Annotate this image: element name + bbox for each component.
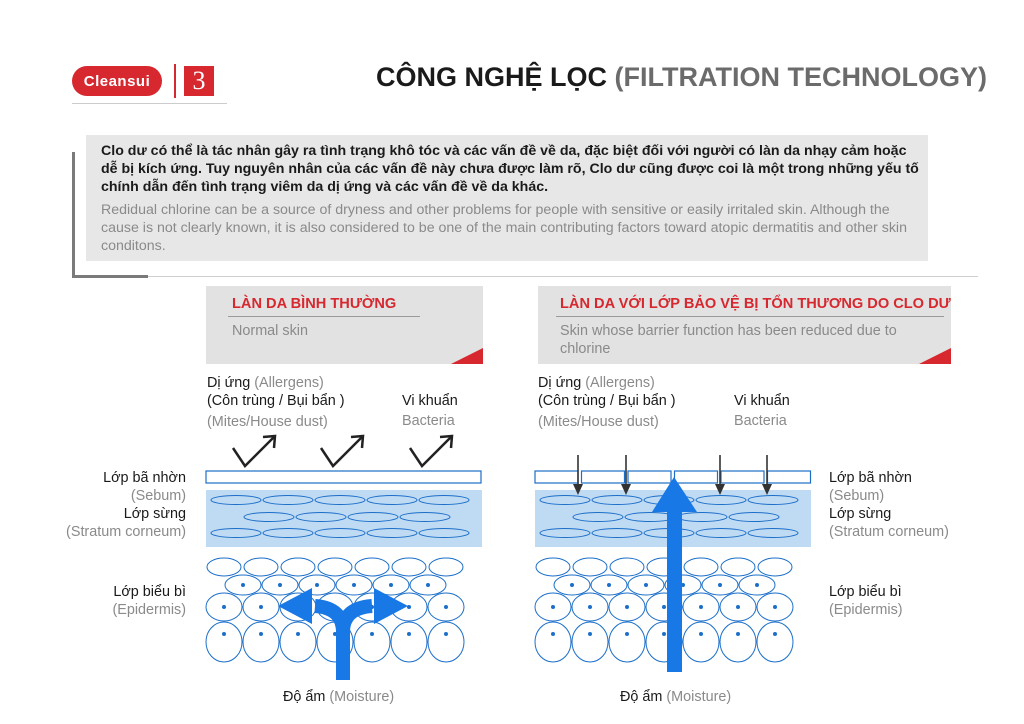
sebum-segment (535, 471, 578, 483)
epidermis-label-left-en: (Epidermis) (112, 602, 186, 618)
sebum-label-left-en: (Sebum) (130, 488, 186, 504)
cell-nucleus (736, 632, 740, 636)
sebum-segment (675, 471, 718, 483)
moisture-label-left (283, 688, 394, 706)
allergens-en: (Allergens) (254, 375, 324, 391)
sebum-segment (768, 471, 811, 483)
page-number: 3 (184, 66, 214, 96)
epidermis-cell (354, 622, 390, 662)
moisture-up-shaft (667, 510, 682, 672)
epidermis-label-right-en: (Epidermis) (829, 602, 903, 618)
cell-nucleus (625, 605, 629, 609)
allergens-vi: Dị ứng (538, 375, 582, 391)
mites-label-vi: (Côn trùng / Bụi bẩn ) (207, 393, 345, 409)
cell-nucleus (444, 632, 448, 636)
cell-nucleus (259, 632, 263, 636)
epidermis-cell (355, 558, 389, 576)
stratum-label-left-vi: Lớp sừng (123, 506, 186, 522)
bacteria-label-vi: Vi khuẩn (402, 393, 458, 409)
brand-logo: Cleansui (72, 66, 162, 96)
epidermis-cell (610, 558, 644, 576)
cell-nucleus (278, 583, 282, 587)
cell-nucleus (662, 632, 666, 636)
cell-nucleus (407, 632, 411, 636)
epidermis-cell (392, 558, 426, 576)
bacteria-label-right-en: Bacteria (734, 413, 787, 429)
sebum-segment (582, 471, 625, 483)
allergens-label-right (538, 374, 655, 392)
title-main: CÔNG NGHỆ LỌC (376, 62, 608, 92)
cell-nucleus (370, 632, 374, 636)
allergens-en: (Allergens) (585, 375, 655, 391)
epidermis-cell (572, 622, 608, 662)
cell-nucleus (699, 605, 703, 609)
epidermis-cell (720, 622, 756, 662)
epidermis-cell (280, 622, 316, 662)
cell-nucleus (644, 583, 648, 587)
cell-nucleus (389, 583, 393, 587)
sebum-layer (206, 471, 481, 483)
cell-nucleus (625, 632, 629, 636)
intro-text-vi: Clo dư có thể là tác nhân gây ra tình trạng khô tóc và các vấn đề về da, đặc biệt đối với người có làn da nhạy cảm hoặc dễ bị kích ứng. Tuy nguyên nhân của các vấn đề này chưa được làm rõ, Clo dư cũng được coi là một trong những yếu tố chính dẫn đến tình trạng viêm da dị ứng và các vấn đề về da khác. (101, 143, 919, 195)
mites-label-right-vi: (Côn trùng / Bụi bẩn ) (538, 393, 676, 409)
cell-nucleus (222, 632, 226, 636)
sebum-label-right-vi: Lớp bã nhờn (829, 470, 912, 486)
epidermis-cell (281, 558, 315, 576)
epidermis-cell (391, 622, 427, 662)
stratum-label-left-en: (Stratum corneum) (66, 524, 186, 540)
panel-damaged-title: LÀN DA VỚI LỚP BẢO VỆ BỊ TỔN THƯƠNG DO CLO DƯ (560, 296, 951, 312)
cell-nucleus (718, 583, 722, 587)
epidermis-cell (536, 558, 570, 576)
panel-normal-title: LÀN DA BÌNH THƯỜNG (232, 296, 397, 312)
bacteria-label-en: Bacteria (402, 413, 455, 429)
epidermis-cell (757, 622, 793, 662)
epidermis-cell (244, 558, 278, 576)
title-sub: (FILTRATION TECHNOLOGY) (614, 62, 987, 92)
cell-nucleus (426, 583, 430, 587)
epidermis-cell (758, 558, 792, 576)
epidermis-label-left-vi: Lớp biểu bì (113, 584, 186, 600)
epidermis-label-right-vi: Lớp biểu bì (829, 584, 902, 600)
epidermis-cell (243, 622, 279, 662)
mites-label-right-en: (Mites/House dust) (538, 414, 659, 430)
cell-nucleus (259, 605, 263, 609)
epidermis-cell (684, 558, 718, 576)
allergens-label (207, 374, 324, 392)
panel-damaged-subtitle: Skin whose barrier function has been reduced due to chlorine (560, 323, 897, 357)
moisture-label-right (620, 688, 731, 706)
cell-nucleus (551, 632, 555, 636)
epidermis-cell (721, 558, 755, 576)
epidermis-cell (318, 558, 352, 576)
panel-normal-subtitle: Normal skin (232, 323, 308, 339)
check-bounce-icon (321, 436, 363, 466)
cell-nucleus (315, 583, 319, 587)
moisture-vi: Độ ẩm (283, 689, 326, 705)
allergens-vi: Dị ứng (207, 375, 251, 391)
epidermis-cell (535, 622, 571, 662)
intro-text-en: Redidual chlorine can be a source of dryness and other problems for people with sensitive or easily irritaled skin. Although the cause is not clearly known, it is also considered to be one of the main contributing factors toward atopic dermatitis and other skin conditons. (101, 202, 907, 254)
epidermis-cell (609, 622, 645, 662)
cell-nucleus (607, 583, 611, 587)
cell-nucleus (773, 632, 777, 636)
check-stroke (321, 436, 363, 466)
check-bounce-icon (233, 436, 275, 466)
cell-nucleus (296, 632, 300, 636)
sebum-segment (721, 471, 764, 483)
stratum-label-right-en: (Stratum corneum) (829, 524, 949, 540)
cell-nucleus (588, 632, 592, 636)
cell-nucleus (736, 605, 740, 609)
sebum-label-left-vi: Lớp bã nhờn (103, 470, 186, 486)
moisture-en: (Moisture) (329, 689, 395, 705)
mites-label-en: (Mites/House dust) (207, 414, 328, 430)
cell-nucleus (699, 632, 703, 636)
epidermis-cell (683, 622, 719, 662)
sebum-label-right-en: (Sebum) (829, 488, 885, 504)
stratum-label-right-vi: Lớp sừng (829, 506, 892, 522)
cell-nucleus (241, 583, 245, 587)
cell-nucleus (407, 605, 411, 609)
cell-nucleus (773, 605, 777, 609)
cell-nucleus (222, 605, 226, 609)
check-bounce-icon (410, 436, 452, 466)
check-stroke (410, 436, 452, 466)
cell-nucleus (662, 605, 666, 609)
bacteria-label-right-vi: Vi khuẩn (734, 393, 790, 409)
epidermis-cell (429, 558, 463, 576)
epidermis-cell (573, 558, 607, 576)
epidermis-cell (206, 622, 242, 662)
cell-nucleus (570, 583, 574, 587)
cell-nucleus (551, 605, 555, 609)
moisture-vi: Độ ẩm (620, 689, 663, 705)
cell-nucleus (444, 605, 448, 609)
cell-nucleus (588, 605, 592, 609)
epidermis-cell (207, 558, 241, 576)
check-stroke (233, 436, 275, 466)
cell-nucleus (755, 583, 759, 587)
moisture-en: (Moisture) (666, 689, 732, 705)
cell-nucleus (352, 583, 356, 587)
sebum-segment (628, 471, 671, 483)
epidermis-cell (428, 622, 464, 662)
